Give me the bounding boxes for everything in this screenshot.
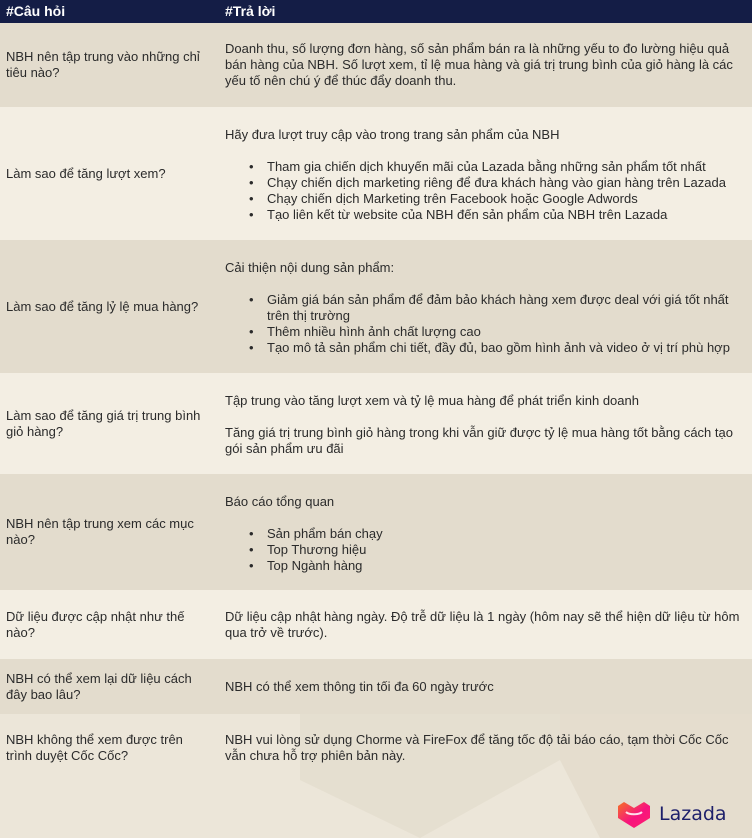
table-header: [0, 0, 752, 23]
list-item: • Top Thương hiệu: [267, 542, 383, 558]
answer-text: Doanh thu, số lượng đơn hàng, số sản phẩm bán ra là những yếu to đo lường hiệu quả bán hàng của NBH. Số lượt xem, tỉ lệ mua hàng và giá trị trung bình của giỏ hàng là các yếu tố nên chú ý để thúc đẩy doanh thu.: [225, 41, 733, 88]
faq-row: [0, 23, 752, 107]
faq-answer: [225, 240, 747, 373]
faq-question: NBH có thể xem lại dữ liệu cách đây bao lâu?: [6, 670, 192, 702]
faq-answer: [225, 474, 747, 590]
answer-text: Tập trung vào tăng lượt xem và tỷ lệ mua hàng để phát triển kinh doanh: [225, 393, 639, 408]
list-item: • Sản phẩm bán chạy: [267, 526, 383, 542]
faq-row: [0, 590, 752, 659]
faq-answer: [225, 714, 747, 782]
faq-answer: [225, 107, 747, 240]
bullet-list: [225, 292, 747, 356]
faq-row: [0, 107, 752, 240]
faq-row: [0, 659, 752, 714]
faq-answer: [225, 590, 747, 659]
faq-question: Làm sao để tăng lỷ lệ mua hàng?: [6, 298, 199, 314]
faq-question: NBH không thể xem được trên trình duyệt Cốc Cốc?: [6, 732, 183, 763]
list-item: • Chạy chiến dịch Marketing trên Facebook hoặc Google Adwords: [267, 191, 726, 207]
list-item: • Top Ngành hàng: [267, 558, 383, 574]
answer-text: NBH vui lòng sử dụng Chorme và FireFox để tăng tốc độ tải báo cáo, tạm thời Cốc Cốc vẫn chưa hỗ trợ phiên bản này.: [225, 732, 729, 763]
answer-text: NBH có thể xem thông tin tối đa 60 ngày trước: [225, 678, 494, 694]
list-item: • Tạo mô tả sản phẩm chi tiết, đầy đủ, bao gồm hình ảnh và video ở vị trí phù hợp: [267, 340, 747, 356]
lazada-heart-icon: [616, 798, 652, 830]
faq-row: [0, 240, 752, 373]
list-item: • Tạo liên kết từ website của NBH đến sản phẩm của NBH trên Lazada: [267, 207, 726, 223]
faq-question: NBH nên tập trung xem các mục nào?: [6, 516, 194, 547]
faq-question: NBH nên tập trung vào những chỉ tiêu nào?: [6, 49, 200, 80]
answer-text: Cải thiện nội dung sản phẩm:: [225, 260, 395, 275]
faq-question: Làm sao để tăng lượt xem?: [6, 165, 166, 181]
faq-question: Dữ liệu được cập nhật như thế nào?: [6, 608, 185, 640]
lazada-wordmark: Lazada: [659, 803, 727, 825]
bullet-list: [225, 526, 383, 574]
answer-column-header: #Trả lời: [225, 3, 276, 19]
question-column-header: #Câu hỏi: [6, 3, 66, 19]
faq-row: [0, 474, 752, 590]
bullet-list: [225, 159, 726, 223]
answer-text: Báo cáo tổng quan: [225, 494, 335, 509]
faq-answer: [225, 373, 747, 474]
faq-question: Làm sao để tăng giá trị trung bình giỏ hàng?: [6, 407, 201, 439]
faq-answer: [225, 659, 747, 714]
answer-text: Tăng giá trị trung bình giỏ hàng trong khi vẫn giữ được tỷ lệ mua hàng tốt bằng cách tạo gói sản phẩm ưu đãi: [225, 425, 733, 456]
answer-text: Hãy đưa lượt truy cập vào trong trang sản phẩm của NBH: [225, 127, 560, 142]
list-item: • Chạy chiến dịch marketing riêng để đưa khách hàng vào gian hàng trên Lazada: [267, 175, 726, 191]
list-item: • Giảm giá bán sản phẩm để đảm bảo khách hàng xem được deal với giá tốt nhất trên thị trường: [267, 292, 747, 324]
list-item: • Tham gia chiến dịch khuyến mãi của Lazada bằng những sản phẩm tốt nhất: [267, 159, 726, 175]
list-item: • Thêm nhiều hình ảnh chất lượng cao: [267, 324, 747, 340]
faq-answer: [225, 23, 747, 107]
answer-text: Dữ liệu cập nhật hàng ngày. Độ trễ dữ liệu là 1 ngày (hôm nay sẽ thể hiện dữ liệu từ hôm qua trở về trước).: [225, 608, 740, 640]
faq-row: [0, 373, 752, 474]
lazada-logo: [616, 797, 727, 831]
